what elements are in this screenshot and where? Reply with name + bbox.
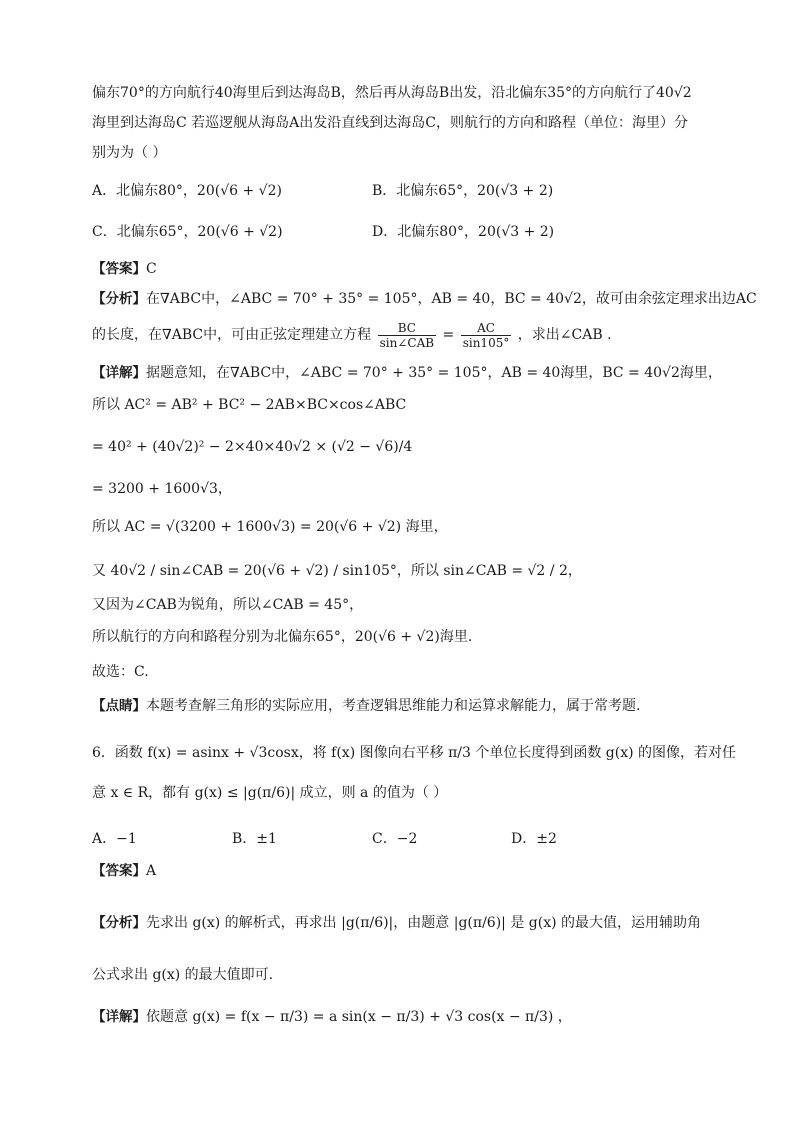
- q5-detail-line-5: 所以 AC = √(3200 + 1600√3) = 20(√6 + √2) 海里，: [92, 519, 448, 535]
- q5-detail-line-6: 又 40√2 / sin∠CAB = 20(√6 + √2) / sin105°，所以 sin∠CAB = √2 / 2，: [92, 563, 582, 579]
- q6-analysis-line-2: 公式求出 g(x) 的最大值即可.: [92, 967, 274, 983]
- detail-text: 据题意知，在∇ABC中，∠ABC = 70° + 35° = 105°，AB = 40海里，BC = 40√2海里，: [146, 365, 722, 381]
- answer-tag: 【答案】: [92, 261, 146, 277]
- remark-tag: 【点睛】: [92, 698, 146, 714]
- fraction-bc-sin: $\frac{BC}{\text{sin∠CAB}}$: [379, 320, 435, 350]
- detail-tag: 【详解】: [92, 365, 146, 381]
- q6-option-c: C．−2: [372, 831, 418, 847]
- q5-analysis-line-2: 的长度，在∇ABC中，可由正弦定理建立方程 $\frac{BC}{\text{sin∠CAB}}$ = $\frac{AC}{\sin 105^\circ}$ ，求出∠CAB .: [92, 320, 612, 350]
- q5-detail-line-3: = 40² + (40√2)² − 2×40×40√2 × (√2 − √6)/4: [92, 439, 413, 455]
- q6-analysis-line-1: [92, 914, 701, 932]
- q5-analysis-line-1: [92, 290, 757, 308]
- q5-answer: [92, 260, 157, 278]
- q6-option-b: B．±1: [232, 831, 277, 847]
- analysis-tag: 【分析】: [92, 915, 146, 931]
- analysis-text: 在∇ABC中，∠ABC = 70° + 35° = 105°，AB = 40，BC = 40√2，故可由余弦定理求出边AC: [146, 291, 757, 307]
- q5-option-d: D．北偏东80°，20(√3 + 2): [372, 224, 555, 240]
- q5-detail-line-1: [92, 364, 722, 382]
- q5-detail-line-7: 又因为∠CAB为锐角，所以∠CAB = 45°，: [92, 597, 364, 613]
- fraction-ac-sin105: $\frac{AC}{\sin 105^\circ}$: [462, 320, 510, 350]
- remark-text: 本题考查解三角形的实际应用，考查逻辑思维能力和运算求解能力，属于常考题.: [146, 698, 641, 714]
- q5-detail-line-8: 所以航行的方向和路程分别为北偏东65°，20(√6 + √2)海里.: [92, 629, 473, 645]
- analysis-text-2: 的长度，在∇ABC中，可由正弦定理建立方程: [92, 327, 372, 343]
- question-5-line-1: 偏东70°的方向航行40海里后到达海岛B，然后再从海岛B出发，沿北偏东35°的方向航行了40√2: [92, 85, 692, 101]
- q5-detail-line-4: = 3200 + 1600√3，: [92, 481, 232, 497]
- answer-value: C: [146, 261, 157, 277]
- question-5-line-3: 别为为（ ）: [92, 145, 167, 161]
- analysis-text: 先求出 g(x) 的解析式，再求出 |g(π/6)|，由题意 |g(π/6)| 是 g(x) 的最大值，运用辅助角: [146, 915, 702, 931]
- q6-option-d: D．±2: [511, 831, 557, 847]
- question-6-line-1: 6．函数 f(x) = asinx + √3cosx，将 f(x) 图像向右平移 π/3 个单位长度得到函数 g(x) 的图像，若对任: [92, 745, 737, 761]
- q6-option-a: A．−1: [92, 831, 137, 847]
- detail-text: 依题意 g(x) = f(x − π/3) = a sin(x − π/3) + √3 cos(x − π/3) ，: [146, 1009, 572, 1025]
- question-6-line-2: 意 x ∈ R，都有 g(x) ≤ |g(π/6)| 成立，则 a 的值为（ ）: [92, 785, 448, 801]
- answer-tag: 【答案】: [92, 863, 146, 879]
- q5-option-b: B．北偏东65°，20(√3 + 2): [372, 183, 554, 199]
- question-5-line-2: 海里到达海岛C 若巡逻舰从海岛A出发沿直线到达海岛C，则航行的方向和路程（单位：海里）分: [92, 115, 688, 131]
- q5-remark: [92, 697, 640, 715]
- q6-detail: [92, 1008, 572, 1026]
- answer-value: A: [146, 863, 157, 879]
- q5-choice: 故选：C.: [92, 664, 149, 680]
- q5-option-c: C．北偏东65°，20(√6 + √2): [92, 224, 283, 240]
- analysis-tag: 【分析】: [92, 291, 146, 307]
- detail-tag: 【详解】: [92, 1009, 146, 1025]
- q6-answer: [92, 862, 156, 880]
- q5-detail-line-2: 所以 AC² = AB² + BC² − 2AB×BC×cos∠ABC: [92, 397, 407, 413]
- q5-option-a: A．北偏东80°，20(√6 + √2): [92, 183, 282, 199]
